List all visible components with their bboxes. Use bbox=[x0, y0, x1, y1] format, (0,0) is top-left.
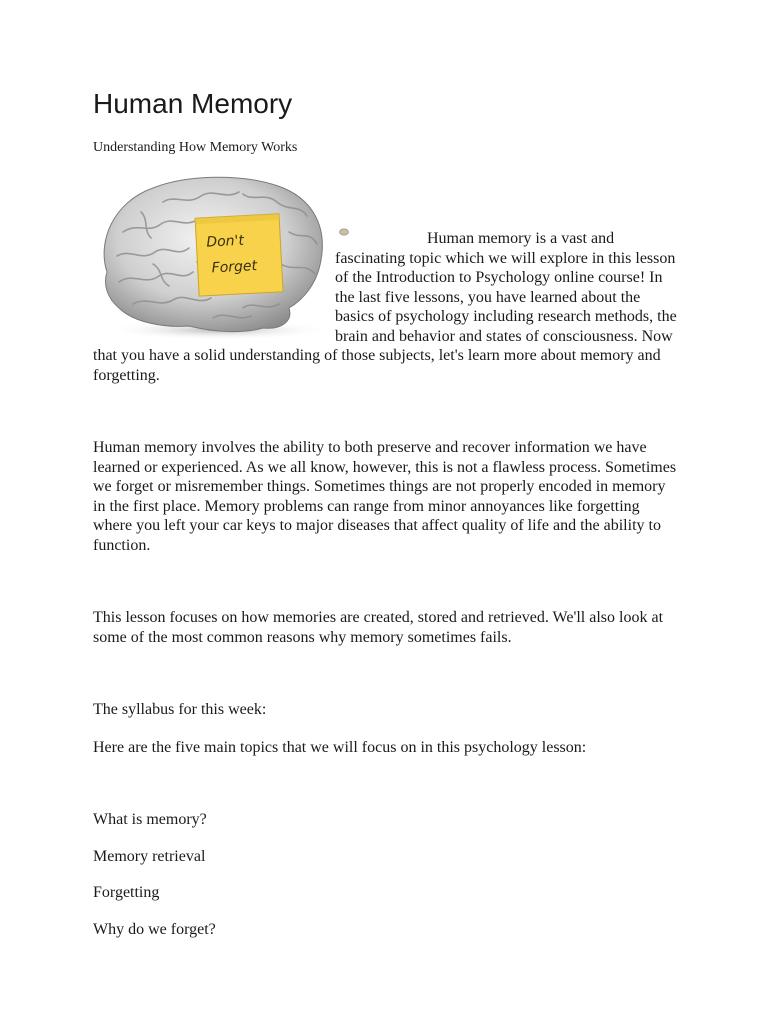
topic-item: What is memory? bbox=[93, 811, 207, 828]
sticky-note-line-2: Forget bbox=[211, 258, 258, 277]
paragraph-memory-process: Human memory involves the ability to both preserve and recover information we have learned or experienced. As we all know, however, this is not a flawless process. Sometimes we forget or misremember things. Sometimes things are not properly encoded in memory in the first place. Memory problems can range from minor annoyances like forgetting where you left your car keys to major diseases that affect quality of life and the ability to function. bbox=[93, 439, 677, 554]
page-title: Human Memory bbox=[93, 88, 293, 119]
topic-item: Why do we forget? bbox=[93, 920, 216, 938]
sticky-note-line-1: Don't bbox=[205, 232, 245, 251]
small-brain-thumbnail-image bbox=[339, 222, 349, 230]
intro-text: Human memory is a vast and fascinating topic which we will explore in this lesson of the Introduction to Psychology online course! In the last five lessons, you have learned about the basics of psychology including research methods, the brain and behavior and states of consciousness. Now that you have a solid understanding of those subjects, let's learn more about memory and forgetting. bbox=[93, 230, 677, 384]
page-subtitle: Understanding How Memory Works bbox=[93, 140, 298, 155]
topics-intro: Here are the five main topics that we will focus on in this psychology lesson: bbox=[93, 738, 587, 756]
topic-item: Forgetting bbox=[93, 884, 160, 901]
document-body bbox=[93, 172, 678, 939]
brain-with-sticky-note-image bbox=[93, 172, 329, 342]
paragraph-lesson-focus: This lesson focuses on how memories are created, stored and retrieved. We'll also look at some of the most common reasons why memory sometimes fails. bbox=[93, 609, 664, 646]
topic-item: Memory retrieval bbox=[93, 847, 206, 865]
syllabus-heading: The syllabus for this week: bbox=[93, 701, 267, 718]
